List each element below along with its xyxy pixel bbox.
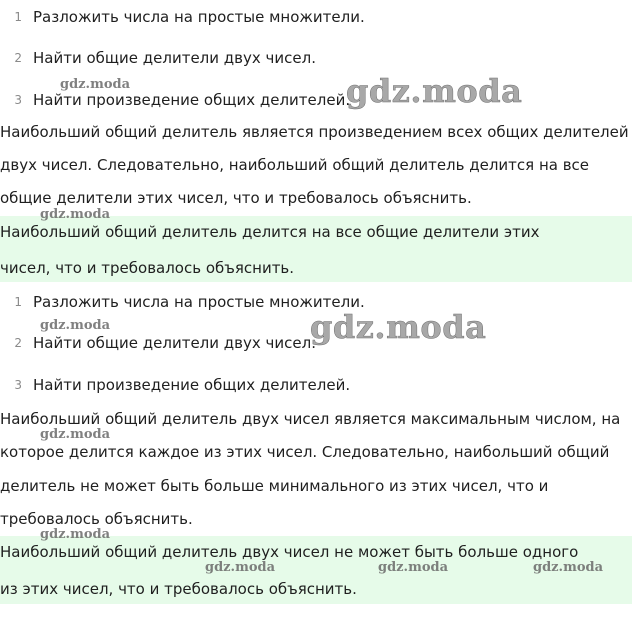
list-number: 3 <box>14 378 22 392</box>
watermark-logo: gdz.moda <box>40 527 111 542</box>
explanation-line: делитель не может быть больше минимального из этих чисел, что и <box>0 477 549 495</box>
list-number: 2 <box>14 336 22 350</box>
explanation-line: Наибольший общий делитель является произведением всех общих делителей <box>0 123 629 141</box>
list-number: 1 <box>14 10 22 24</box>
list-item-text: Найти общие делители двух чисел. <box>33 334 316 352</box>
watermark-logo: gdz.moda <box>40 207 111 222</box>
watermark-logo: gdz.moda <box>60 77 131 92</box>
explanation-line: Наибольший общий делитель двух чисел является максимальным числом, на <box>0 410 621 428</box>
explanation-line: общие делители этих чисел, что и требовалось объяснить. <box>0 189 472 207</box>
watermark-logo: gdz.moda <box>40 427 111 442</box>
list-item-text: Разложить числа на простые множители. <box>33 8 365 26</box>
answer-line: чисел, что и требовалось объяснить. <box>0 259 295 277</box>
list-number: 1 <box>14 295 22 309</box>
list-item <box>0 4 365 30</box>
list-number: 3 <box>14 93 22 107</box>
list-item <box>0 372 350 398</box>
watermark-logo: gdz.moda <box>533 560 604 575</box>
list-number: 2 <box>14 51 22 65</box>
watermark-logo: gdz.moda <box>346 72 523 110</box>
watermark-logo: gdz.moda <box>310 308 487 346</box>
list-item <box>0 87 350 113</box>
list-item-text: Разложить числа на простые множители. <box>33 293 365 311</box>
explanation-line: двух чисел. Следовательно, наибольший общий делитель делится на все <box>0 156 590 174</box>
watermark-logo: gdz.moda <box>205 560 276 575</box>
answer-line: из этих чисел, что и требовалось объяснить. <box>0 580 357 598</box>
list-item <box>0 45 316 71</box>
list-item <box>0 330 316 356</box>
watermark-logo: gdz.moda <box>40 318 111 333</box>
list-item-text: Найти общие делители двух чисел. <box>33 49 316 67</box>
list-item-text: Найти произведение общих делителей. <box>33 91 351 109</box>
answer-line: Наибольший общий делитель двух чисел не может быть больше одного <box>0 543 579 561</box>
list-item-text: Найти произведение общих делителей. <box>33 376 351 394</box>
explanation-line: которое делится каждое из этих чисел. Следовательно, наибольший общий <box>0 443 610 461</box>
answer-line: Наибольший общий делитель делится на все общие делители этих <box>0 223 540 241</box>
explanation-line: требовалось объяснить. <box>0 510 193 528</box>
watermark-logo: gdz.moda <box>378 560 449 575</box>
answer-block <box>0 216 632 282</box>
